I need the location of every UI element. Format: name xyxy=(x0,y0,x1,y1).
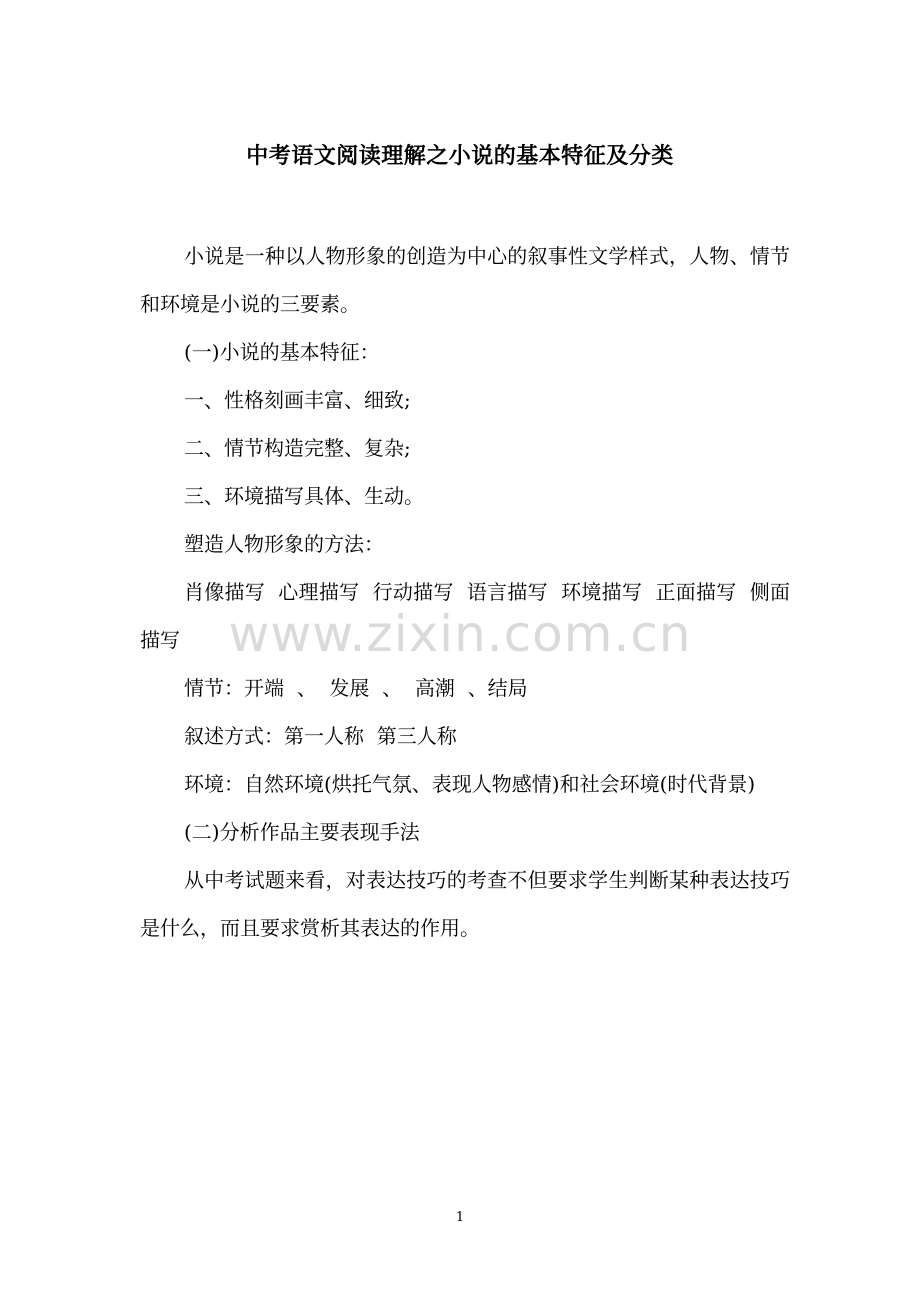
document-title: 中考语文阅读理解之小说的基本特征及分类 xyxy=(246,144,674,169)
paragraph-feature-3: 三、环境描写具体、生动。 xyxy=(184,484,424,508)
paragraph-narration: 叙述方式：第一人称 第三人称 xyxy=(184,724,457,748)
paragraph-techniques: 从中考试题来看，对表达技巧的考查不但要求学生判断某种表达技巧是什么，而且要求赏析其表达的作用。 xyxy=(140,868,790,940)
paragraph-methods-list: 肖像描写 心理描写 行动描写 语言描写 环境描写 正面描写 侧面描写 xyxy=(140,580,790,652)
paragraph-environment: 环境：自然环境(烘托气氛、表现人物感情)和社会环境(时代背景) xyxy=(184,772,756,796)
watermark: www.zixin.com.cn xyxy=(228,605,692,663)
paragraph-section-2-heading: (二)分析作品主要表现手法 xyxy=(184,820,420,844)
paragraph-feature-1: 一、性格刻画丰富、细致; xyxy=(184,388,411,412)
paragraph-plot: 情节：开端 、 发展 、 高潮 、结局 xyxy=(184,676,528,700)
paragraph-methods-heading: 塑造人物形象的方法： xyxy=(184,532,384,556)
paragraph-intro: 小说是一种以人物形象的创造为中心的叙事性文学样式，人物、情节和环境是小说的三要素。 xyxy=(140,244,790,316)
paragraph-section-1-heading: (一)小说的基本特征： xyxy=(184,340,380,364)
document-body xyxy=(140,232,790,952)
page-number: 1 xyxy=(455,1210,465,1225)
paragraph-feature-2: 二、情节构造完整、复杂; xyxy=(184,436,411,460)
